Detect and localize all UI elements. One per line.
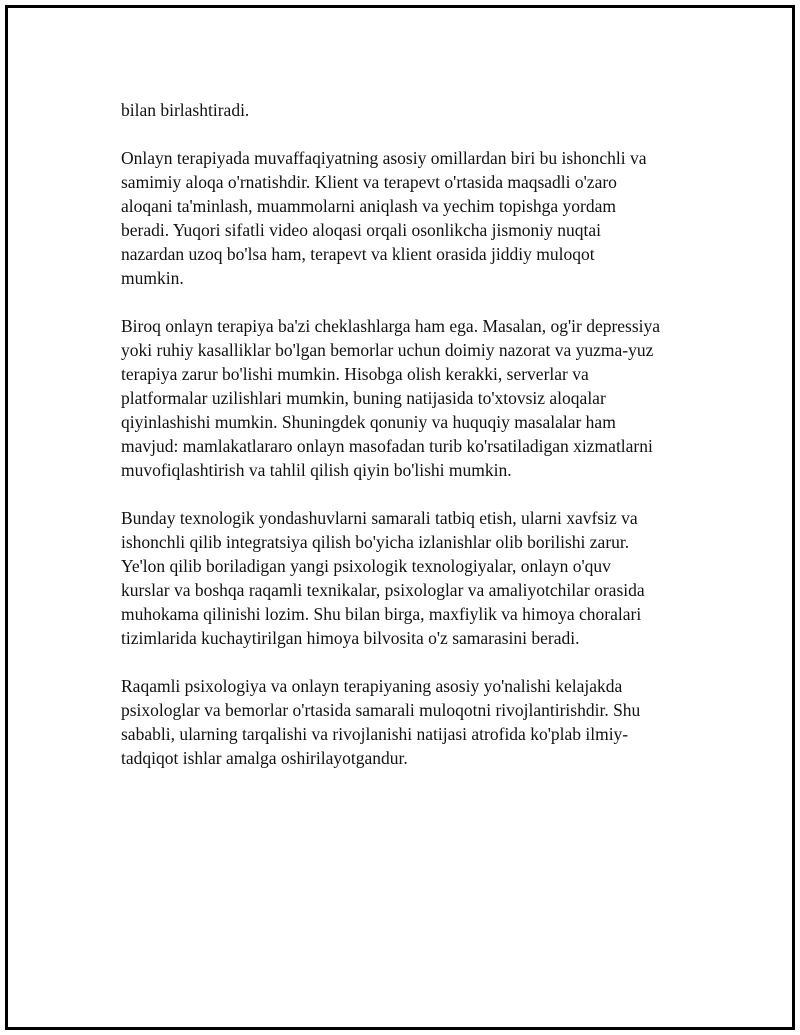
paragraph-1: bilan birlashtiradi. bbox=[121, 100, 250, 120]
paragraph-4: Bunday texnologik yondashuvlarni samarali tatbiq etish, ularni xavfsiz va ishonchli qilib integratsiya qilish bo'yicha izlanishlar olib borilishi zarur. Ye'lon qilib boriladigan yangi psixologik texnologiyalar, onlayn o'quv kurslar va boshqa raqamli texnikalar, psixologlar va amaliyotchilar orasida muhokama qilinishi lozim. Shu bilan birga, maxfiylik va himoya choralari tizimlarida kuchaytirilgan himoya bilvosita o'z samarasini beradi. bbox=[121, 508, 645, 648]
paragraph-5: Raqamli psixologiya va onlayn terapiyaning asosiy yo'nalishi kelajakda psixologlar va bemorlar o'rtasida samarali muloqotni rivojlantirishdir. Shu sababli, ularning tarqalishi va rivojlanishi natijasi atrofida ko'plab ilmiy- tadqiqot ishlar amalga oshirilayotgandur. bbox=[121, 676, 641, 768]
paragraph-2: Onlayn terapiyada muvaffaqiyatning asosiy omillardan biri bu ishonchli va samimiy aloqa o'rnatishdir. Klient va terapevt o'rtasida maqsadli o'zaro aloqani ta'minlash, muammolarni aniqlash va yechim topishga yordam beradi. Yuqori sifatli video aloqasi orqali osonlikcha jismoniy nuqtai nazardan uzoq bo'lsa ham, terapevt va klient orasida jiddiy muloqot mumkin. bbox=[121, 148, 647, 288]
document-body bbox=[121, 98, 721, 794]
page-frame bbox=[5, 5, 795, 1030]
paragraph-3: Biroq onlayn terapiya ba'zi cheklashlarga ham ega. Masalan, og'ir depressiya yoki ruhiy kasalliklar bo'lgan bemorlar uchun doimiy nazorat va yuzma-yuz terapiya zarur bo'lishi mumkin. Hisobga olish kerakki, serverlar va platformalar uzilishlari mumkin, buning natijasida to'xtovsiz aloqalar qiyinlashishi mumkin. Shuningdek qonuniy va huquqiy masalalar ham mavjud: mamlakatlararo onlayn masofadan turib ko'rsatiladigan xizmatlarni muvofiqlashtirish va tahlil qilish qiyin bo'lishi mumkin. bbox=[121, 316, 661, 480]
